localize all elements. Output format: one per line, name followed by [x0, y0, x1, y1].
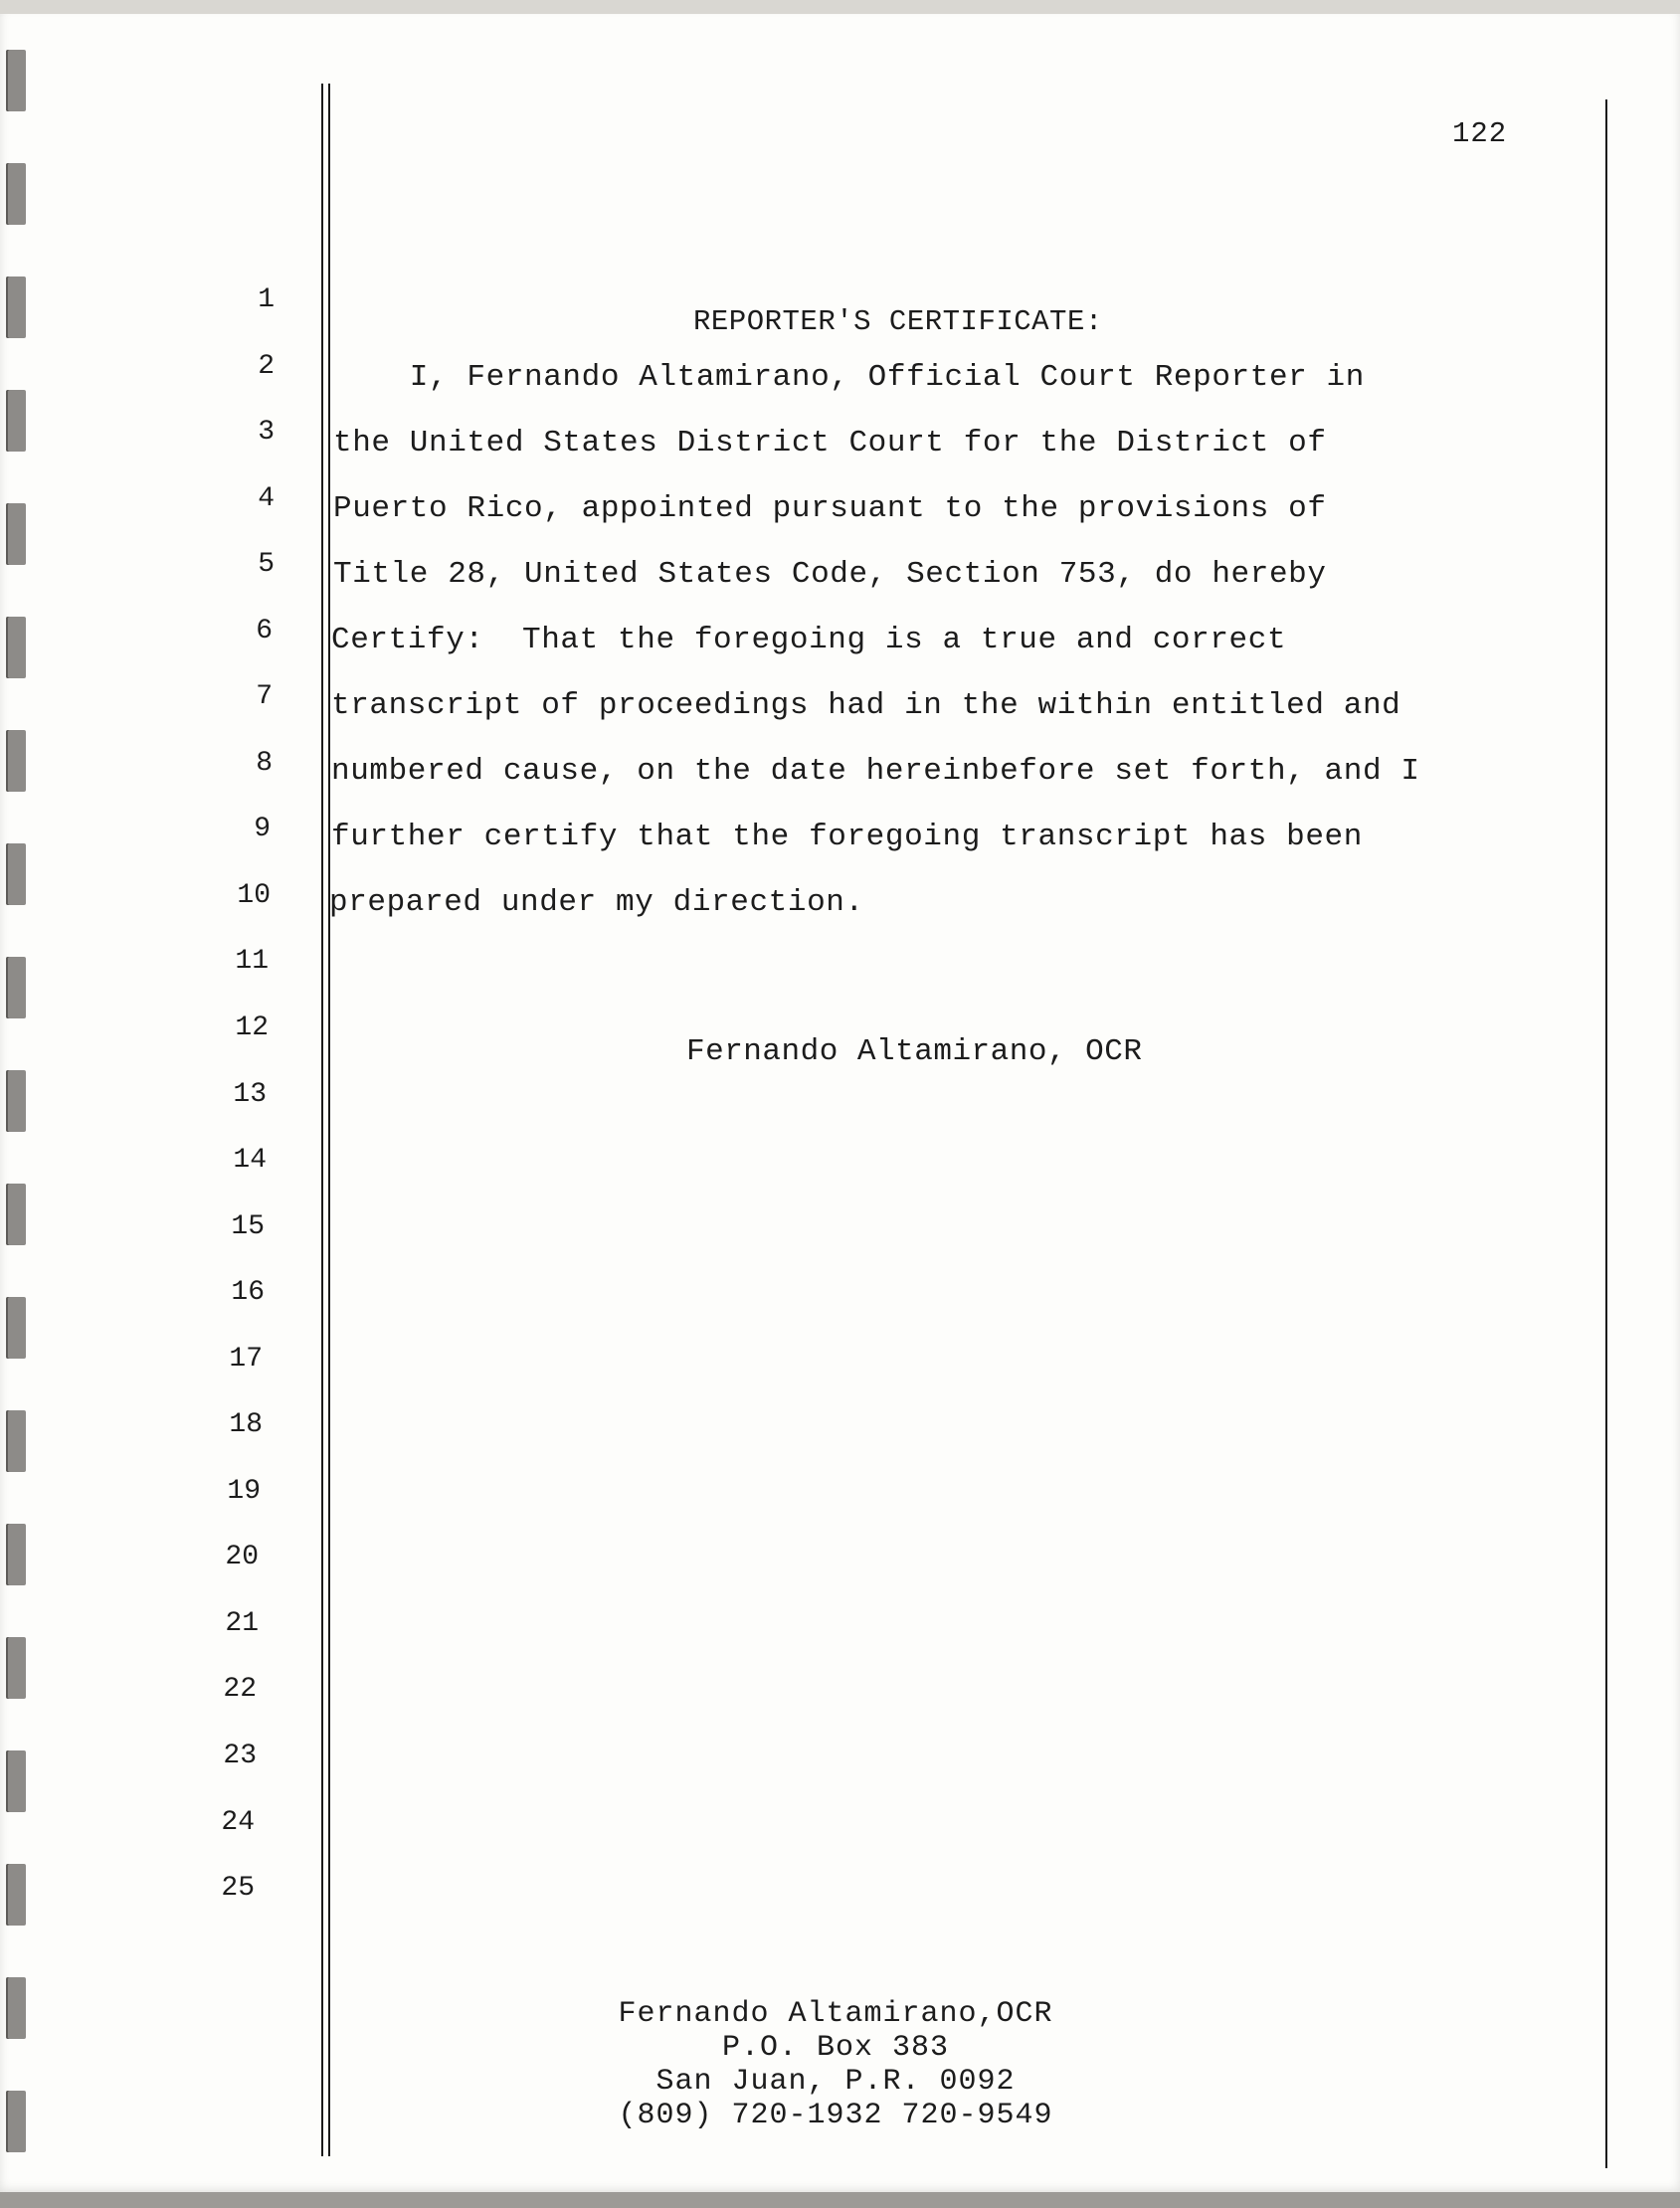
- line-number: 25: [221, 1873, 255, 1904]
- body-line: Certify: That the foregoing is a true and correct: [331, 623, 1287, 657]
- footer-name: Fernando Altamirano,OCR: [618, 1997, 1053, 2031]
- punch-hole: [6, 730, 26, 792]
- line-number: 15: [231, 1211, 265, 1242]
- body-line: the United States District Court for the District of: [333, 426, 1327, 460]
- right-margin-rule: [1605, 99, 1607, 2168]
- footer-phone: (809) 720-1932 720-9549: [618, 2099, 1053, 2132]
- scan-bottom-edge: [0, 2192, 1680, 2208]
- body-line: prepared under my direction.: [329, 885, 864, 920]
- punch-hole: [6, 1524, 26, 1585]
- line-number: 7: [256, 681, 273, 712]
- punch-hole: [6, 843, 26, 905]
- line-number: 8: [256, 748, 273, 779]
- body-line: Title 28, United States Code, Section 753, do hereby: [333, 557, 1327, 592]
- punch-hole: [6, 390, 26, 452]
- body-line: numbered cause, on the date hereinbefore set forth, and I: [331, 754, 1420, 789]
- left-margin-rule-outer: [321, 84, 323, 2156]
- line-number: 17: [229, 1344, 263, 1375]
- body-line: Puerto Rico, appointed pursuant to the provisions of: [333, 491, 1327, 526]
- line-number: 21: [225, 1608, 259, 1639]
- body-line: transcript of proceedings had in the within entitled and: [331, 688, 1401, 723]
- punch-hole: [6, 2091, 26, 2152]
- punch-hole: [6, 1297, 26, 1359]
- line-number: 16: [231, 1277, 265, 1308]
- line-number: 24: [221, 1807, 255, 1838]
- line-number: 10: [237, 880, 271, 911]
- punch-hole: [6, 617, 26, 678]
- reporter-address-block: [537, 1997, 1134, 2132]
- punch-hole: [6, 1864, 26, 1926]
- line-number: 14: [233, 1145, 267, 1176]
- line-number: 4: [258, 483, 275, 514]
- line-number: 23: [223, 1741, 257, 1771]
- line-number: 11: [235, 946, 269, 977]
- line-number: 13: [233, 1079, 267, 1110]
- reporter-signature: Fernando Altamirano, OCR: [686, 1034, 1143, 1069]
- line-number: 22: [223, 1674, 257, 1705]
- punch-hole: [6, 957, 26, 1018]
- line-number: 20: [225, 1542, 259, 1572]
- punch-hole: [6, 50, 26, 111]
- line-number: 1: [258, 284, 275, 315]
- transcript-page: [0, 14, 1680, 2196]
- page-number: 122: [1452, 117, 1508, 150]
- scan-top-edge: [0, 0, 1680, 14]
- line-number: 3: [258, 417, 275, 448]
- punch-hole: [6, 163, 26, 225]
- line-number: 5: [258, 549, 275, 580]
- line-number: 19: [227, 1476, 261, 1507]
- punch-hole: [6, 1070, 26, 1132]
- line-number: 9: [254, 814, 271, 844]
- body-line: I, Fernando Altamirano, Official Court Reporter in: [333, 360, 1365, 395]
- body-line: further certify that the foregoing transcript has been: [331, 820, 1363, 854]
- footer-city: San Juan, P.R. 0092: [655, 2065, 1016, 2099]
- footer-po-box: P.O. Box 383: [721, 2031, 950, 2065]
- punch-hole: [6, 1184, 26, 1245]
- punch-hole: [6, 1637, 26, 1699]
- punch-hole: [6, 1750, 26, 1812]
- line-number: 6: [256, 616, 273, 646]
- punch-hole: [6, 503, 26, 565]
- punch-hole: [6, 276, 26, 338]
- left-margin-rule-inner: [328, 84, 330, 2156]
- line-number: 18: [229, 1409, 263, 1440]
- certificate-title: REPORTER'S CERTIFICATE:: [693, 305, 1103, 338]
- line-number: 2: [258, 351, 275, 382]
- punch-hole: [6, 1977, 26, 2039]
- punch-hole: [6, 1410, 26, 1472]
- line-number: 12: [235, 1012, 269, 1043]
